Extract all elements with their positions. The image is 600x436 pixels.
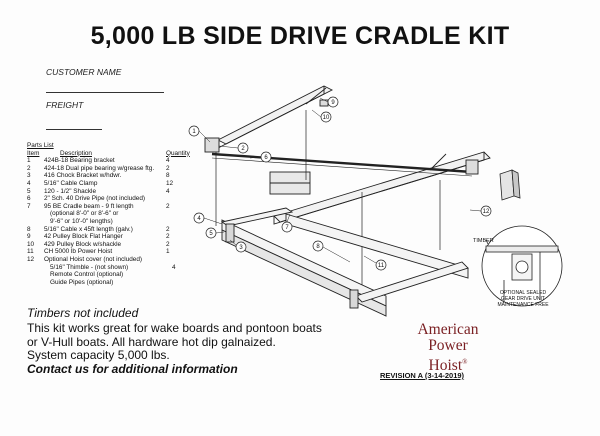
cradle-beam-left (222, 220, 386, 306)
part-description: 5/16" Thimble - (not shown) (50, 263, 129, 271)
part-quantity: 1 (166, 248, 170, 256)
part-description: 120 - 1/2" Shackle (44, 187, 97, 195)
col-quantity: Quantity (166, 149, 190, 157)
part-description: Remote Control (optional) (50, 271, 124, 279)
callout-10-label: 10 (322, 115, 330, 121)
part-description: 5/16" Cable x 45ft length (galv.) (44, 225, 133, 233)
part-quantity: 12 (166, 179, 174, 187)
part-quantity: 4 (172, 263, 176, 271)
callout-5-label: 5 (209, 231, 213, 237)
parts-list-heading: Parts List (27, 142, 54, 149)
part-item-number: 5 (27, 187, 31, 195)
freight-label: FREIGHT (46, 100, 84, 110)
part-item-number: 3 (27, 172, 31, 180)
callout-8-label: 8 (316, 244, 320, 250)
callout-9-label: 9 (331, 100, 335, 106)
part-item-number: 9 (27, 233, 31, 241)
callout-1-label: 1 (192, 129, 196, 135)
cradle-frame (222, 208, 468, 316)
part-description: Optional Hoist cover (not included) (44, 255, 143, 263)
bearing-bracket-left (205, 138, 219, 152)
part-description: (optional 8'-0" or 8'-6" or (50, 210, 119, 218)
part-description: 424-18 Dual pipe bearing w/grease ftg. (44, 164, 155, 172)
part-item-number: 7 (27, 202, 31, 210)
callout-3-label: 3 (239, 245, 243, 251)
col-description: Description (60, 149, 92, 157)
part-description: Guide Pipes (optional) (50, 278, 114, 286)
timbers-note: Timbers not included (27, 306, 139, 320)
gear-drive-label: OPTIONAL SEALED GEAR DRIVE UNIT MAINTENANCE FREE (497, 290, 549, 308)
part-description: 42 Pulley Block Flat Hanger (44, 233, 123, 241)
part-item-number: 2 (27, 164, 31, 172)
drive-pipe (212, 154, 472, 172)
part-item-number: 4 (27, 179, 31, 187)
note-line-3: System capacity 5,000 lbs. (27, 348, 170, 362)
callout-11-label: 11 (377, 263, 385, 269)
part-description: 5/16" Cable Clamp (44, 179, 98, 187)
page-title: 5,000 LB SIDE DRIVE CRADLE KIT (90, 22, 510, 50)
part-item-number: 10 (27, 240, 35, 248)
part-item-number: 1 (27, 157, 31, 165)
part-description: 416 Chock Bracket w/hdwr. (44, 172, 122, 180)
callout-7-label: 7 (285, 225, 289, 231)
part-item-number: 12 (27, 255, 35, 263)
part-item-number: 11 (27, 248, 34, 256)
part-quantity: 4 (166, 157, 170, 165)
top-beam-upper (218, 86, 332, 144)
part-quantity: 8 (166, 172, 170, 180)
col-item: Item (27, 149, 40, 157)
part-quantity: 2 (166, 240, 170, 248)
part-quantity: 4 (166, 187, 170, 195)
callout-4-label: 4 (197, 216, 201, 222)
part-item-number: 6 (27, 195, 31, 203)
brand-logo: American Power Hoist® (417, 321, 479, 375)
part-item-number: 8 (27, 225, 31, 233)
timber-label: TIMBER (473, 238, 494, 244)
note-line-2: or V-Hull boats. All hardware hot dip galnaized. (27, 335, 276, 349)
revision-label: REVISION A (3-14-2019) (380, 371, 465, 380)
part-description: 429 Pulley Block w/shackle (44, 240, 122, 248)
callout-6-label: 6 (264, 155, 268, 161)
part-quantity: 2 (166, 233, 170, 241)
callout-2-label: 2 (241, 146, 245, 152)
part-description: CH 5000 lb Power Hoist (44, 248, 113, 256)
bearing-bracket-right (466, 160, 478, 174)
part-description: 95 BE Cradle beam - 9 ft length (44, 202, 134, 210)
note-line-1: This kit works great for wake boards and pontoon boats (27, 321, 322, 335)
contact-note: Contact us for additional information (27, 362, 238, 376)
upper-structure (205, 86, 490, 224)
part-quantity: 2 (166, 202, 170, 210)
customer-name-label: CUSTOMER NAME (46, 67, 122, 77)
callout-12-label: 12 (482, 209, 490, 215)
part-description: 424B-18 Bearing bracket (44, 157, 115, 165)
part-quantity: 2 (166, 225, 170, 233)
part-description: 9'-6" or 10'-0" lengths) (50, 217, 113, 225)
hoist-cover (500, 170, 520, 200)
cross-member-rear (356, 262, 468, 302)
part-quantity: 2 (166, 164, 170, 172)
part-description: 2" Sch. 40 Drive Pipe (not included) (44, 195, 146, 203)
